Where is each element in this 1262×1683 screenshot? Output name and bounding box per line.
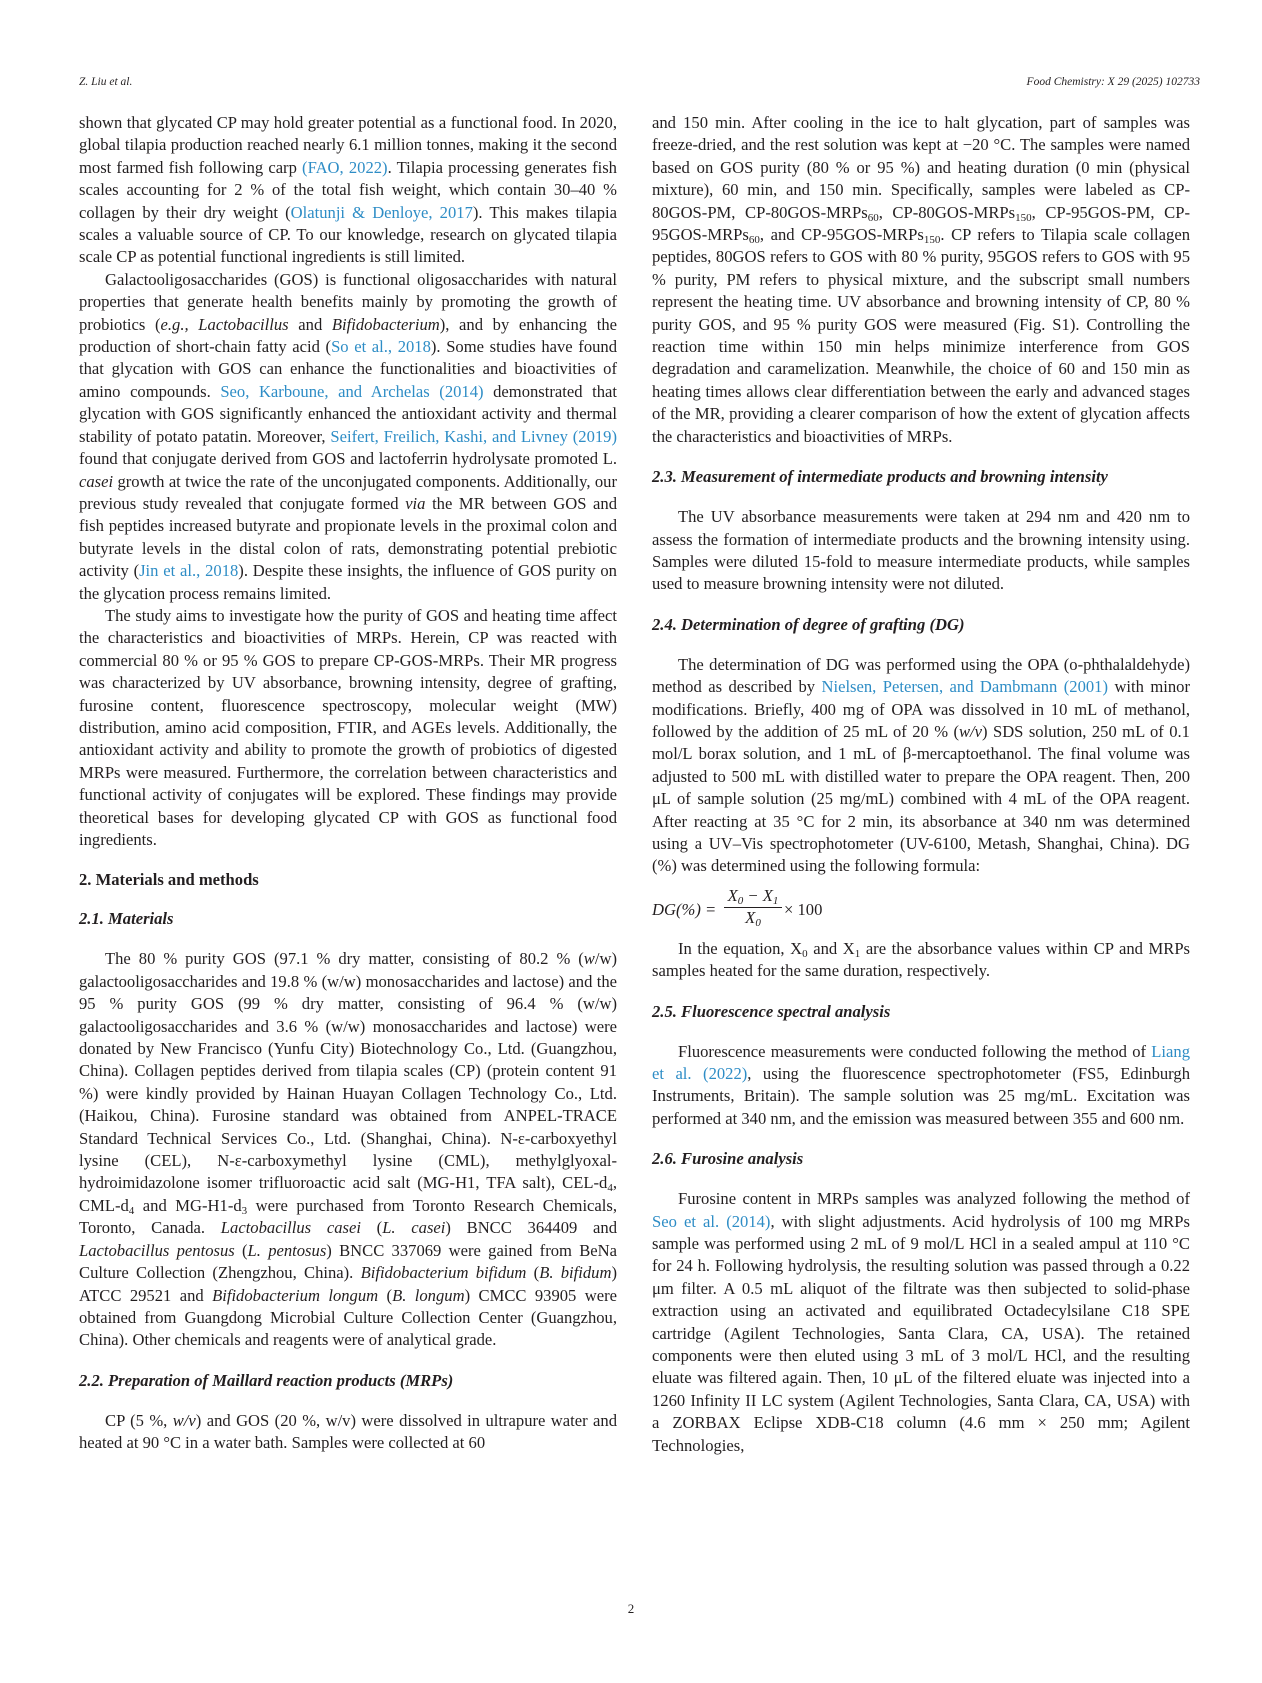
subsection-heading: 2.2. Preparation of Maillard reaction products (MRPs) bbox=[79, 1370, 454, 1390]
text: ( bbox=[526, 1263, 540, 1283]
subsection-heading: 2.1. Materials bbox=[79, 909, 174, 929]
text: and X bbox=[807, 938, 855, 958]
text: demonstrated that glycation with GOS significantly enhanced the antioxidant activity and thermal stability of potato patatin. Moreover, bbox=[79, 381, 617, 446]
text: ) SDS solution, 250 mL of 0.1 mol/L borax solution, and 1 mL of β-mercaptoethanol. The final volume was adjusted to 500 mL with distilled water to prepare the OPA reagent. Then, 200 μL of sample solution (25 mg/mL) combined with 4 mL of the OPA reagent. After reacting at 35 °C for 2 min, its absorbance at 340 nm was determined using a UV–Vis spectrophotometer (UV-6100, Metash, Shanghai, China). DG (%) was determined using the following formula: bbox=[652, 721, 1190, 876]
text: via bbox=[405, 493, 426, 513]
species-name: Bifidobacterium longum bbox=[212, 1285, 379, 1305]
degree-of-grafting-paragraph bbox=[652, 654, 1190, 878]
text: , CML-d bbox=[79, 1173, 617, 1215]
right-column bbox=[652, 112, 1190, 1457]
species-name: B. bifidum bbox=[539, 1263, 612, 1283]
subscript: 1 bbox=[854, 947, 861, 960]
text: ) ATCC 29521 and bbox=[79, 1263, 617, 1305]
text: ( bbox=[360, 1218, 383, 1238]
subscript: 0 bbox=[755, 916, 761, 929]
species-name: Lactobacillus pentosus bbox=[79, 1240, 235, 1260]
text: Furosine content in MRPs samples was analyzed following the method of bbox=[678, 1189, 1190, 1209]
text: Fluorescence measurements were conducted following the method of bbox=[678, 1041, 1152, 1061]
text: ) and GOS (20 %, w/v) were dissolved in ultrapure water and heated at 90 °C in a water bath. Samples were collected at 60 bbox=[79, 1410, 618, 1453]
species-name: Lactobacillus casei bbox=[220, 1218, 361, 1238]
citation-link[interactable]: Nielsen, Petersen, and Dambmann (2001) bbox=[821, 677, 1109, 697]
preparation-paragraph-continued bbox=[652, 112, 1190, 448]
text: shown that glycated CP may hold greater potential as a functional food. In 2020, global tilapia production reached nearly 6.1 million tonnes, making it the second most farmed fish following carp bbox=[79, 113, 617, 177]
text: ). Despite these insights, the influence of GOS purity on the glycation process remains limited. bbox=[79, 561, 617, 603]
citation-link[interactable]: Liang et al. (2022) bbox=[652, 1041, 1190, 1083]
text: e.g., bbox=[160, 314, 189, 334]
text: ( bbox=[234, 1240, 248, 1260]
text: The 80 % purity GOS (97.1 % dry matter, consisting of 80.2 % ( bbox=[105, 949, 584, 969]
running-head-authors: Z. Liu et al. bbox=[79, 76, 133, 88]
text: with minor modifications. Briefly, 400 mg of OPA was dissolved in 10 mL of methanol, followed by the addition of 25 mL of 20 % ( bbox=[652, 677, 1191, 741]
citation-link[interactable]: So et al., 2018 bbox=[331, 337, 431, 357]
page-number: 2 bbox=[627, 1601, 635, 1616]
subscript: 0 bbox=[737, 894, 744, 907]
left-column bbox=[79, 112, 617, 1455]
text: X bbox=[727, 885, 738, 905]
text: In the equation, X bbox=[678, 938, 803, 958]
species-name: Lactobacillus bbox=[198, 314, 289, 334]
species-name: L. casei bbox=[382, 1218, 446, 1238]
subscript: 4 bbox=[128, 1204, 135, 1217]
text: ) CMCC 93905 were obtained from Guangdong Microbial Culture Collection Center (Guangzhou, China). Other chemicals and reagents were of analytical grade. bbox=[79, 1285, 617, 1350]
text: X bbox=[745, 907, 756, 927]
section-heading: 2. Materials and methods bbox=[79, 870, 259, 890]
equation-explanation bbox=[652, 938, 1190, 983]
materials-paragraph bbox=[79, 948, 617, 1351]
text: ) BNCC 364409 and bbox=[445, 1218, 617, 1238]
text: /w) galactooligosaccharides and 19.8 % (w/w) monosaccharides and lactose) and the 95 % purity GOS (99 % dry matter, consisting of 96.4 % (w/w) galactooligosaccharides and 3.6 % (w/w) monosaccharides and lactose) were donated by New Francisco (Yunfu City) Biotechnology Co., Ltd. (Guangzhou, China). Collagen peptides derived from tilapia scales (CP) (protein content 91 %) were kindly provided by Hainan Huayan Collagen Technology Co., Ltd. (Haikou, China). Furosine standard was obtained from ANPEL-TRACE Standard Technical Services Co., Ltd. (Shanghai, China). N-ε-carboxyethyl lysine (CEL), N-ε-carboxymethyl lysine (CML), methylglyoxal-hydroimidazolone isomer trifluoroactic acid salt (MG-H1, TFA salt), CEL-d bbox=[79, 949, 617, 1193]
citation-link[interactable]: Olatunji & Denloye, 2017 bbox=[290, 202, 473, 222]
text: and MG-H1-d bbox=[134, 1195, 242, 1215]
intro-paragraph-2 bbox=[79, 269, 617, 605]
formula-denominator bbox=[724, 908, 782, 928]
formula-rhs: × 100 bbox=[784, 899, 823, 919]
citation-link[interactable]: (FAO, 2022) bbox=[302, 157, 388, 177]
text: The determination of DG was performed using the OPA (o-phthalaldehyde) method as described by bbox=[652, 654, 1190, 697]
text bbox=[189, 315, 199, 334]
text: , with slight adjustments. Acid hydrolysis of 100 mg MRPs sample was performed using 2 mL of 9 mol/L HCl in a sealed ampul at 110 °C for 24 h. Following hydrolysis, the resulting solution was passed through a 0.22 μm filter. A 0.5 mL aliquot of the filtrate was then subjected to solid-phase extraction using an activated and equilibrated Octadecylsilane C18 SPE cartridge (Agilent Technologies, Santa Clara, CA, USA). The retained components were then eluted using 3 mL of 3 mol/L HCl, and the resulting eluate was filtered again. Then, 10 μL of the filtered eluate was injected into a 1260 Infinity II LC system (Agilent Technologies, Santa Clara, CA, USA) with a ZORBAX Eclipse XDB-C18 column (4.6 mm × 250 mm; Agilent Technologies, bbox=[652, 1211, 1190, 1455]
intro-paragraph-3: The study aims to investigate how the purity of GOS and heating time affect the characteristics and bioactivities of MRPs. Herein, CP was reacted with commercial 80 % or 95 % GOS to prepare CP-GOS-MRPs. Their MR progress was characterized by UV absorbance, browning intensity, degree of grafting, furosine content, fluorescence spectroscopy, molecular weight (MW) distribution, amino acid composition, FTIR, and AGEs levels. Additionally, the antioxidant activity and ability to promote the growth of probiotics of digested MRPs were measured. Furthermore, the correlation between characteristics and functional activity of conjugates will be explored. These findings may provide theoretical bases for developing glycated CP with GOS as functional food ingredients. bbox=[79, 605, 617, 849]
citation-link[interactable]: Seo et al. (2014) bbox=[652, 1211, 771, 1231]
furosine-paragraph bbox=[652, 1188, 1190, 1457]
text: ), and by enhancing the production of short-chain fatty acid ( bbox=[79, 314, 617, 357]
citation-link[interactable]: Seo, Karboune, and Archelas (2014) bbox=[220, 381, 484, 401]
subscript: 3 bbox=[241, 1204, 248, 1217]
text: and bbox=[288, 314, 332, 334]
text: CP (5 %, bbox=[105, 1410, 173, 1430]
text: Galactooligosaccharides (GOS) is functional oligosaccharides with natural properties that generate health benefits mainly by promoting the growth of probiotics ( bbox=[79, 269, 617, 334]
preparation-paragraph bbox=[79, 1410, 617, 1455]
citation-link[interactable]: Jin et al., 2018 bbox=[139, 561, 239, 581]
formula-lhs: DG(%) = bbox=[652, 899, 717, 919]
text: − X bbox=[743, 885, 773, 905]
text: found that conjugate derived from GOS and lactoferrin hydrolysate promoted L. bbox=[79, 449, 617, 469]
fluorescence-paragraph bbox=[652, 1041, 1190, 1131]
species-name: B. longum bbox=[392, 1285, 465, 1305]
text: ). This makes tilapia scales a valuable source of CP. To our knowledge, research on glycated tilapia scale CP as potential functional ingredients is still limited. bbox=[79, 202, 617, 267]
species-name: casei bbox=[79, 471, 114, 491]
intro-paragraph-1 bbox=[79, 112, 617, 269]
text: w/v bbox=[172, 1410, 196, 1430]
text: . CP refers to Tilapia scale collagen peptides, 80GOS refers to GOS with 80 % purity, 95GOS refers to GOS with 95 % purity, PM refers to physical mixture, and the subscript small numbers represent the heating time. UV absorbance and browning intensity of CP, 80 % purity GOS, and 95 % purity GOS were measured (Fig. S1). Controlling the reaction time within 150 min helps minimize interference from GOS degradation and caramelization. Meanwhile, the choice of 60 and 150 min as heating times allows clear differentiation between the early and advanced stages of the MR, providing a clearer comparison of how the extent of glycation affects the characteristics and bioactivities of MRPs. bbox=[652, 225, 1190, 446]
uv-absorbance-paragraph: The UV absorbance measurements were taken at 294 nm and 420 nm to assess the formation of intermediate products and the browning intensity using. Samples were diluted 15-fold to measure intermediate products, while samples used to measure browning intensity were not diluted. bbox=[652, 507, 1190, 594]
subsection-heading: 2.5. Fluorescence spectral analysis bbox=[652, 1001, 891, 1021]
subscript: 150 bbox=[1015, 211, 1032, 224]
text: , using the fluorescence spectrophotometer (FS5, Edinburgh Instruments, Britain). The sample solution was 25 mg/mL. Excitation was performed at 340 nm, and the emission was measured between 355 and 600 nm. bbox=[652, 1064, 1190, 1128]
text: growth at twice the rate of the unconjugated components. Additionally, our previous study revealed that conjugate formed bbox=[79, 471, 617, 513]
formula-fraction bbox=[724, 886, 782, 928]
citation-link[interactable]: Seifert, Freilich, Kashi, and Livney (2019) bbox=[330, 426, 617, 446]
subscript: 0 bbox=[802, 947, 808, 960]
running-head-journal: Food Chemistry: X 29 (2025) 102733 bbox=[1026, 76, 1200, 88]
subscript: 4 bbox=[607, 1182, 613, 1195]
species-name: Bifidobacterium bbox=[331, 314, 440, 334]
subscript: 1 bbox=[772, 894, 779, 907]
formula-numerator bbox=[724, 886, 782, 908]
text: ). Some studies have found that glycation with GOS can enhance the functionalities and bioactivities of amino compounds. bbox=[79, 337, 618, 401]
text: . Tilapia processing generates fish scales accounting for 2 % of the total fish weight, which contain 30–40 % collagen by their dry weight ( bbox=[79, 157, 617, 222]
text: w bbox=[583, 949, 595, 969]
dg-formula bbox=[652, 886, 1190, 938]
subscript: 60 bbox=[748, 234, 760, 247]
text: and 150 min. After cooling in the ice to halt glycation, part of samples was freeze-dried, and the rest solution was kept at −20 °C. The samples were named based on GOS purity (80 % or 95 %) and heating duration (0 min (physical mixture), 60 min, and 150 min. Specifically, samples were labeled as CP-80GOS-PM, CP-80GOS-MRPs bbox=[652, 113, 1190, 222]
text: ( bbox=[378, 1285, 393, 1305]
text: , and CP-95GOS-MRPs bbox=[759, 225, 924, 245]
subsection-heading: 2.3. Measurement of intermediate products and browning intensity bbox=[652, 467, 1108, 487]
text: ) BNCC 337069 were gained from BeNa Culture Collection (Zhengzhou, China). bbox=[79, 1240, 617, 1283]
subsection-heading: 2.6. Furosine analysis bbox=[652, 1149, 804, 1169]
text: were purchased from Toronto Research Chemicals, Toronto, Canada. bbox=[79, 1195, 617, 1238]
text: , CP-80GOS-MRPs bbox=[878, 202, 1016, 222]
text: the MR between GOS and fish peptides increased butyrate and propionate levels in the proximal colon and butyrate levels in the distal colon of rats, demonstrating potential prebiotic activity ( bbox=[79, 493, 617, 581]
subscript: 150 bbox=[923, 234, 941, 247]
subsection-heading: 2.4. Determination of degree of grafting (DG) bbox=[652, 614, 965, 634]
species-name: L. pentosus bbox=[247, 1240, 327, 1260]
text: w/v bbox=[958, 721, 983, 741]
subscript: 60 bbox=[867, 211, 879, 224]
text: are the absorbance values within CP and MRPs samples heated for the same duration, respectively. bbox=[652, 938, 1191, 981]
text: , CP-95GOS-PM, CP-95GOS-MRPs bbox=[652, 202, 1190, 245]
species-name: Bifidobacterium bifidum bbox=[360, 1263, 527, 1283]
